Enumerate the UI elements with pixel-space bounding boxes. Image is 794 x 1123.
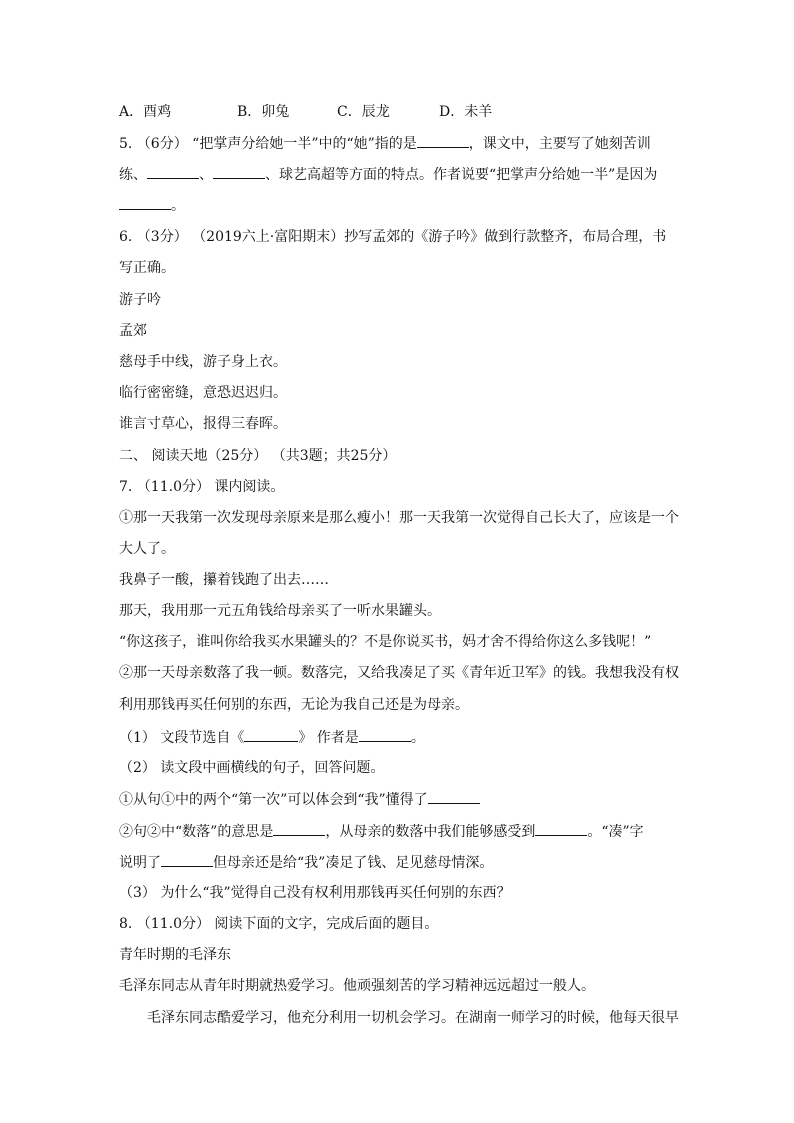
q7-para5-line2: 利用那钱再买任何别的东西，无论为我自己还是为母亲。 bbox=[119, 697, 469, 713]
answer-blank[interactable] bbox=[535, 821, 587, 836]
q7-sub2-item2-a: ②句②中“数落”的意思是 bbox=[119, 824, 274, 840]
answer-blank[interactable] bbox=[119, 195, 171, 210]
q4-options bbox=[119, 102, 679, 122]
q7-sub2-item2-c: 。“凑”字 bbox=[587, 824, 644, 840]
option-a: A．酉鸡 bbox=[119, 104, 172, 120]
q5-text-f: 。 bbox=[171, 198, 185, 214]
q5-line-2 bbox=[119, 164, 679, 185]
q7-sub2: （2） 读文段中画横线的句子，回答问题。 bbox=[119, 760, 385, 776]
q8-heading: 青年时期的毛泽东 bbox=[119, 947, 231, 963]
q7-para1-line2: 大人了。 bbox=[119, 541, 175, 557]
q5-text-a: 5. （6分） “把掌声分给她一半”中的“她”指的是 bbox=[119, 136, 417, 152]
q7-sub1-b: 》 作者是 bbox=[298, 730, 359, 746]
option-b: B．卯兔 bbox=[237, 104, 290, 120]
q6-line-2: 写正确。 bbox=[119, 260, 175, 276]
answer-blank[interactable] bbox=[428, 789, 480, 804]
q5-text-b: ，课文中，主要写了她刻苦训 bbox=[468, 136, 651, 152]
q5-text-d: 、 bbox=[199, 167, 213, 183]
q7-para4: “你这孩子，谁叫你给我买水果罐头的？不是你说买书，妈才舍不得给你这么多钱呢！” bbox=[119, 634, 652, 650]
q5-text-e: 、球艺高超等方面的特点。作者说要“把掌声分给她一半”是因为 bbox=[265, 167, 658, 183]
q7-sub1-c: 。 bbox=[410, 730, 425, 746]
answer-blank[interactable] bbox=[147, 164, 199, 179]
q8-para1: 毛泽东同志从青年时期就热爱学习。他顽强刻苦的学习精神远远超过一般人。 bbox=[119, 978, 595, 994]
q5-line-3 bbox=[119, 195, 679, 216]
q7-sub2-item3-a: 说明了 bbox=[119, 855, 161, 871]
q7-sub2-item3 bbox=[119, 852, 679, 873]
q6-line-1: 6. （3分） （2019六上·富阳期末）抄写孟郊的《游子吟》做到行款整齐，布局合理，书 bbox=[119, 229, 667, 245]
option-d: D．未羊 bbox=[439, 104, 493, 120]
q7-sub2-item1 bbox=[119, 789, 679, 810]
answer-blank[interactable] bbox=[244, 727, 298, 742]
answer-blank[interactable] bbox=[161, 852, 213, 867]
q7-sub2-item2 bbox=[119, 821, 679, 842]
section-heading: 二、 阅读天地（25分） （共3题；共25分） bbox=[119, 448, 397, 464]
q7-sub2-item2-b: ，从母亲的数落中我们能够感受到 bbox=[325, 824, 536, 840]
option-c: C．辰龙 bbox=[337, 104, 390, 120]
poem-line-3: 谁言寸草心，报得三春晖。 bbox=[119, 416, 287, 432]
poem-line-1: 慈母手中线，游子身上衣。 bbox=[119, 354, 287, 370]
q8-title: 8. （11.0分） 阅读下面的文字，完成后面的题目。 bbox=[119, 916, 439, 932]
q7-sub2-item3-b: 但母亲还是给“我”凑足了钱、足见慈母情深。 bbox=[213, 855, 494, 871]
q7-para3: 那天，我用那一元五角钱给母亲买了一听水果罐头。 bbox=[119, 603, 441, 619]
q7-sub1-a: （1） 文段节选自《 bbox=[119, 730, 245, 746]
q5-line-1 bbox=[119, 133, 679, 154]
q7-para5-line1: ②那一天母亲数落了我一顿。数落完，又给我凑足了买《青年近卫军》的钱。我想我没有权 bbox=[119, 665, 679, 681]
q7-sub2-item1-text: ①从句①中的两个“第一次”可以体会到“我”懂得了 bbox=[119, 792, 428, 808]
answer-blank[interactable] bbox=[417, 133, 469, 148]
poem-title: 游子吟 bbox=[119, 292, 161, 308]
q7-para1-line1: ①那一天我第一次发现母亲原来是那么瘦小！那一天我第一次觉得自己长大了，应该是一个 bbox=[119, 510, 679, 526]
q7-title: 7. （11.0分） 课内阅读。 bbox=[119, 479, 285, 495]
q7-sub1 bbox=[119, 727, 679, 748]
answer-blank[interactable] bbox=[273, 821, 325, 836]
poem-line-2: 临行密密缝，意恐迟迟归。 bbox=[119, 385, 287, 401]
answer-blank[interactable] bbox=[213, 164, 265, 179]
q7-sub3: （3） 为什么“我”觉得自己没有权利用那钱再买任何别的东西？ bbox=[119, 885, 511, 901]
q5-text-c: 练、 bbox=[119, 167, 147, 183]
q7-para2: 我鼻子一酸，攥着钱跑了出去…… bbox=[119, 572, 329, 588]
answer-blank[interactable] bbox=[359, 727, 411, 742]
poem-author: 孟郊 bbox=[119, 323, 147, 339]
q8-para2: 毛泽东同志酷爱学习，他充分利用一切机会学习。在湖南一师学习的时候，他每天很早 bbox=[147, 1010, 679, 1026]
